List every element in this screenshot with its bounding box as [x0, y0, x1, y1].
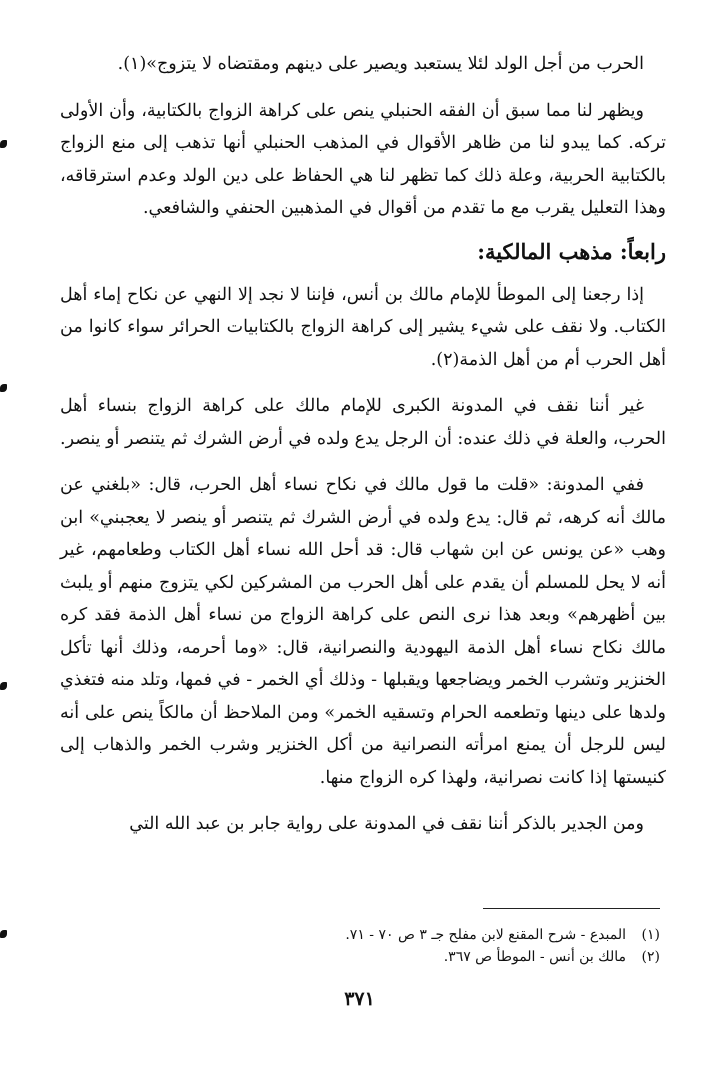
- footnote-number: (٢): [641, 949, 660, 965]
- footnote-1: [60, 924, 660, 946]
- margin-mark: [0, 140, 7, 148]
- footnote-number: (١): [641, 927, 660, 943]
- margin-mark: [0, 930, 7, 938]
- margin-mark: [0, 384, 7, 392]
- paragraph-6: ومن الجدير بالذكر أننا نقف في المدونة على رواية جابر بن عبد الله التي: [129, 814, 644, 834]
- footnotes: [60, 924, 660, 968]
- section-heading: رابعاً: مذهب المالكية:: [477, 238, 666, 264]
- paragraph-2: ويظهر لنا مما سبق أن الفقه الحنبلي ينص على كراهة الزواج بالكتابية، وأن الأولى تركه. كما يبدو لنا من ظاهر الأقوال في المذهب الحنبلي أنها تذهب إلى منع الزواج بالكتابية الحربية، وعلة ذلك كما تظهر لنا هي الحفاظ على دين الولد وعدم استرقاقه، وهذا التعليل يقرب مع ما تقدم من أقوال في المذهبين الحنفي والشافعي.: [60, 100, 666, 218]
- paragraph-3: إذا رجعنا إلى الموطأ للإمام مالك بن أنس، فإننا لا نجد إلا النهي عن نكاح إماء أهل الكتاب. ولا نقف على شيء يشير إلى كراهة الزواج بالكتابيات الحرائر سواء كانوا من أهل الحرب أم من أهل الذمة(٢).: [60, 284, 666, 370]
- footnote-separator: [483, 908, 660, 909]
- footnote-text: المبدع - شرح المقنع لابن مفلح جـ ٣ ص ٧٠ - ٧١.: [345, 927, 626, 943]
- margin-mark: [0, 682, 7, 690]
- footnote-2: [60, 946, 660, 968]
- footnote-text: مالك بن أنس - الموطأ ص ٣٦٧.: [443, 949, 626, 965]
- paragraph-4: غير أننا نقف في المدونة الكبرى للإمام مالك على كراهة الزواج بنساء أهل الحرب، والعلة في ذلك عنده: أن الرجل يدع ولده في أرض الشرك ثم يتنصر أو ينصر.: [60, 396, 666, 449]
- page-body: [60, 48, 666, 841]
- paragraph-1: الحرب من أجل الولد لئلا يستعبد ويصير على دينهم ومقتضاه لا يتزوج»(١).: [117, 54, 644, 74]
- paragraph-5: ففي المدونة: «قلت ما قول مالك في نكاح نساء أهل الحرب، قال: «بلغني عن مالك أنه كرهه، ثم قال: يدع ولده في أرض الشرك ثم يتنصر أو ينصر لا يعجبني» ابن وهب «عن يونس عن ابن شهاب قال: قد أحل الله نساء أهل الكتاب وطعامهم، غير أنه لا يحل للمسلم أن يقدم على أهل الحرب من المشركين لكي يتزوج منهم أو يلبث بين أظهرهم» وبعد هذا نرى النص على كراهة الزواج من نساء أهل الذمة فقد كره مالك نكاح نساء أهل الذمة اليهودية والنصرانية، قال: «وما أحرمه، وذلك أنها تأكل الخنزير وتشرب الخمر ويضاجعها ويقبلها - وذلك أي الخمر - في فمها، وتلد منه فتغذي ولدها على دينها وتطعمه الحرام وتسقيه الخمر» ومن الملاحظ أن مالكاً ينص على أنه ليس للرجل أن يمنع امرأته النصرانية من أكل الخنزير وشرب الخمر والذهاب إلى كنيستها إذا كانت نصرانية، ولهذا كره الزواج منها.: [60, 475, 666, 788]
- page-number: ٣٧١: [344, 988, 375, 1010]
